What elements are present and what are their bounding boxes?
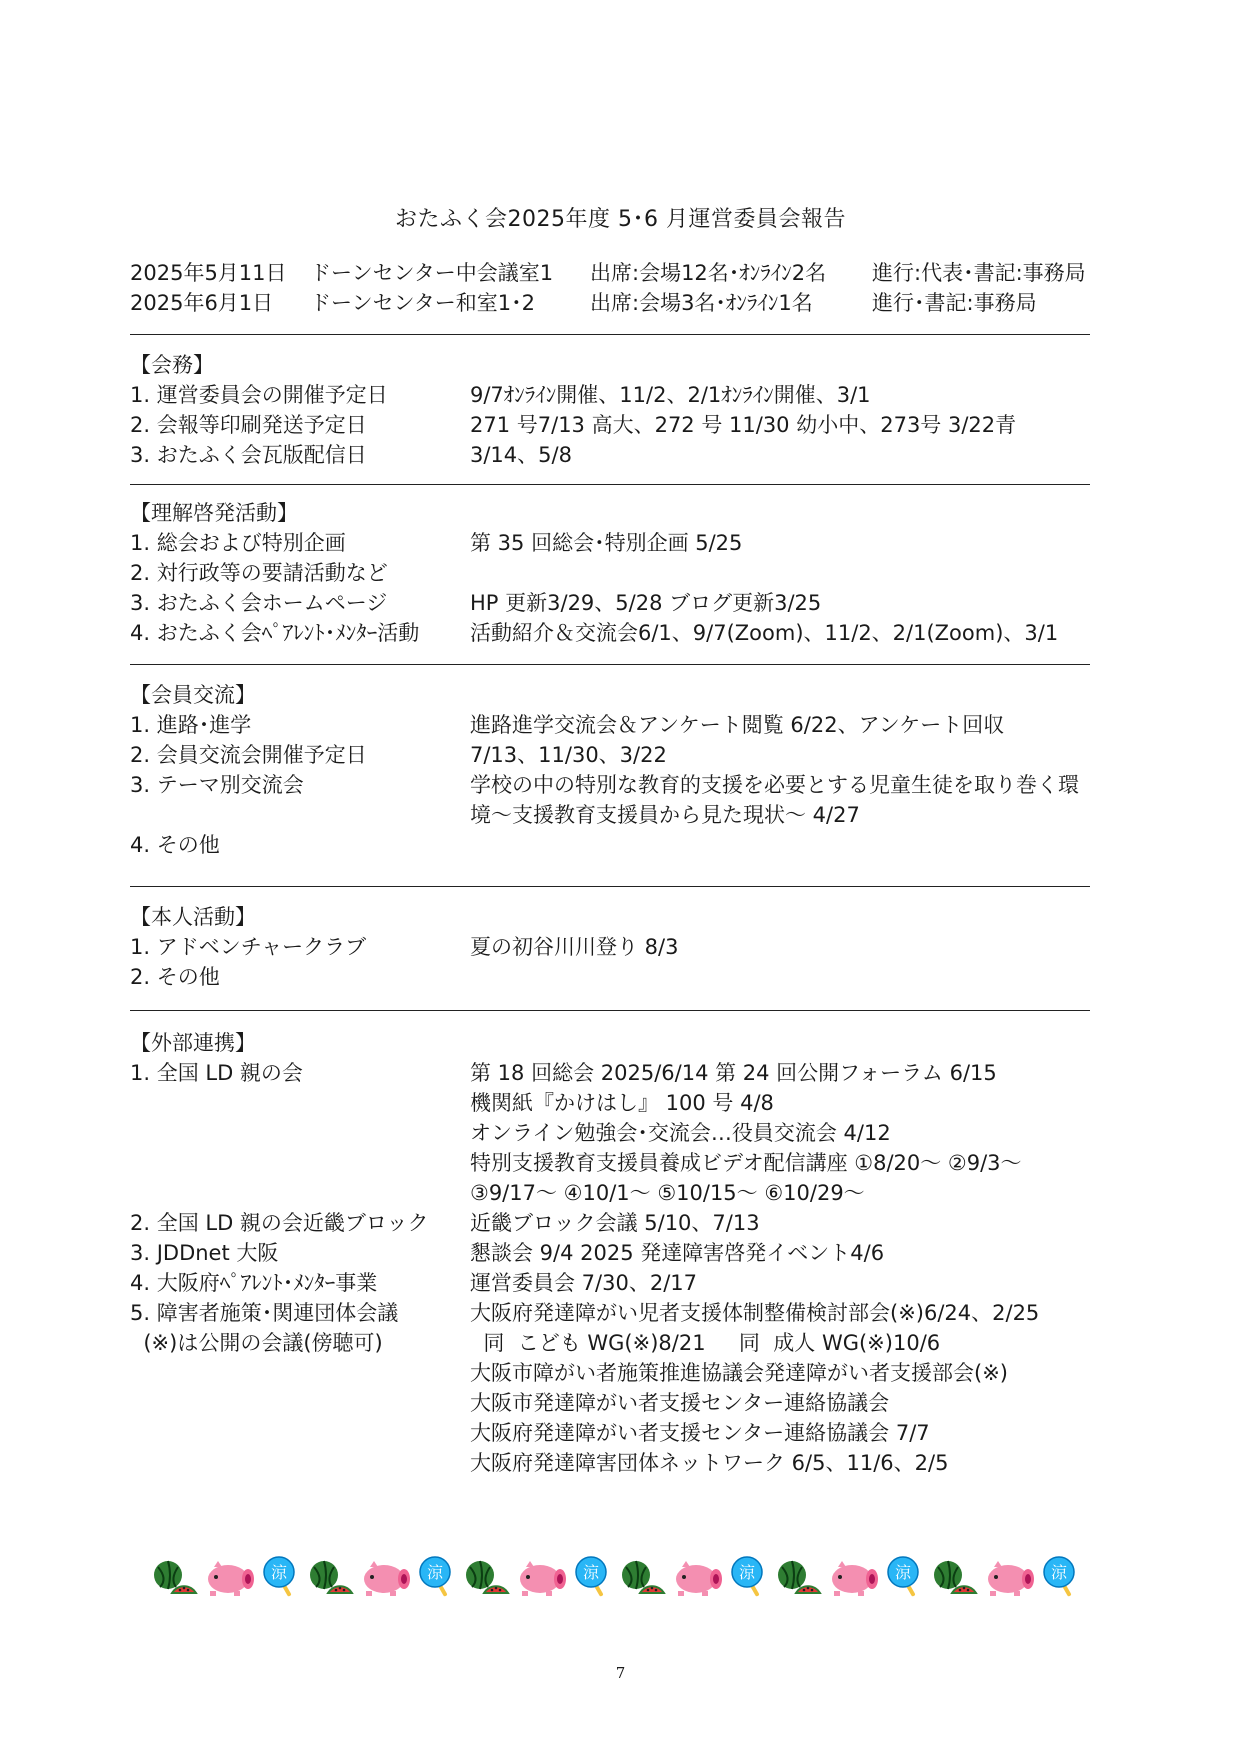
item-value-line: 大阪府発達障がい児者支援体制整備検討部会(※)6/24、2/25 [470,1301,1040,1325]
list-item [130,740,1120,770]
item-value-line: 特別支援教育支援員養成ビデオ配信講座 ①8/20～ ②9/3～ [470,1151,1022,1175]
svg-text:涼: 涼 [738,1563,756,1582]
item-label: 4. 大阪府ﾍﾟｱﾚﾝﾄ･ﾒﾝﾀｰ事業 [130,1271,378,1295]
list-item [130,558,1120,588]
list-item [130,830,1120,860]
list-item [130,1298,1120,1478]
item-label: 2. 会報等印刷発送予定日 [130,413,367,437]
meeting-info [130,258,1086,318]
section-heading: 【外部連携】 [130,1031,256,1055]
page-title: おたふく会2025年度 5･6 月運営委員会報告 [395,207,846,232]
item-value [470,770,1120,830]
svg-text:涼: 涼 [894,1563,912,1582]
section-member-exchange [130,680,1120,860]
list-item [130,1058,1120,1208]
meeting-row [130,258,1086,288]
meeting-date: 2025年6月1日 [130,291,274,315]
section-heading: 【本人活動】 [130,905,256,929]
meeting-roles: 進行･書記:事務局 [872,291,1037,315]
list-item [130,1208,1120,1238]
meeting-place: ドーンセンター中会議室1 [310,261,554,285]
item-label: 4. おたふく会ﾍﾟｱﾚﾝﾄ･ﾒﾝﾀｰ活動 [130,621,420,645]
item-label-line: 5. 障害者施策･関連団体会議 [130,1301,399,1325]
list-item [130,618,1120,648]
list-item [130,962,1120,992]
item-value-line: 懇談会 9/4 2025 発達障害啓発イベント4/6 [470,1241,885,1265]
section-kaimu [130,350,1120,470]
watermelon-icon [464,1557,510,1601]
item-label: 1. 全国 LD 親の会 [130,1061,303,1085]
item-value-line: 大阪府発達障害団体ネットワーク 6/5、11/6、2/5 [470,1451,949,1475]
list-item [130,588,1120,618]
list-item [130,380,1120,410]
divider [130,484,1090,485]
item-value-line: 9/7ｵﾝﾗｲﾝ開催、11/2、2/1ｵﾝﾗｲﾝ開催、3/1 [470,383,871,407]
item-value-line: 271 号7/13 高大、272 号 11/30 幼小中、273号 3/22青 [470,413,1017,437]
svg-text:涼: 涼 [1050,1563,1068,1582]
item-label: 3. テーマ別交流会 [130,773,304,797]
mosquito-coil-pig-icon [984,1557,1036,1601]
summer-decoration-border [152,1555,1082,1603]
section-heading: 【会員交流】 [130,683,256,707]
svg-text:涼: 涼 [582,1563,600,1582]
item-value [470,440,1120,470]
list-item [130,410,1120,440]
item-value-line: 夏の初谷川川登り 8/3 [470,935,679,959]
list-item [130,1268,1120,1298]
uchiwa-fan-icon [730,1555,770,1603]
section-heading: 【理解啓発活動】 [130,501,298,525]
meeting-date: 2025年5月11日 [130,261,287,285]
item-value [470,710,1120,740]
item-value [470,962,1120,992]
item-value [470,1298,1120,1478]
list-item [130,528,1120,558]
item-label [130,1298,470,1478]
item-value-line: 大阪府発達障がい者支援センター連絡協議会 7/7 [470,1421,930,1445]
item-label: 2. 全国 LD 親の会近畿ブロック [130,1211,429,1235]
item-label: 3. JDDnet 大阪 [130,1241,279,1265]
item-label: 1. 運営委員会の開催予定日 [130,383,388,407]
item-value [470,558,1120,588]
item-label: 1. 総会および特別企画 [130,531,346,555]
watermelon-icon [620,1557,666,1601]
item-value [470,1238,1120,1268]
item-value-line: HP 更新3/29、5/28 ブログ更新3/25 [470,591,822,615]
section-external [130,1028,1120,1478]
svg-text:涼: 涼 [270,1563,288,1582]
mosquito-coil-pig-icon [672,1557,724,1601]
mosquito-coil-pig-icon [360,1557,412,1601]
watermelon-icon [776,1557,822,1601]
mosquito-coil-pig-icon [204,1557,256,1601]
list-item [130,932,1120,962]
item-value [470,740,1120,770]
item-value-line: 進路進学交流会＆アンケート閲覧 6/22、アンケート回収 [470,713,1005,737]
item-value-line: 活動紹介＆交流会6/1、9/7(Zoom)、11/2、2/1(Zoom)、3/1 [470,621,1059,645]
uchiwa-fan-icon [574,1555,614,1603]
item-label: 1. 進路･進学 [130,713,252,737]
item-value-line: 学校の中の特別な教育的支援を必要とする児童生徒を取り巻く環 [470,773,1079,797]
watermelon-icon [308,1557,354,1601]
meeting-attendance: 出席:会場3名･ｵﾝﾗｲﾝ1名 [590,291,813,315]
item-label: 4. その他 [130,833,220,857]
item-value [470,1268,1120,1298]
item-value-line: 7/13、11/30、3/22 [470,743,667,767]
mosquito-coil-pig-icon [516,1557,568,1601]
item-value-line: 近畿ブロック会議 5/10、7/13 [470,1211,760,1235]
uchiwa-fan-icon [418,1555,458,1603]
item-value-line: 同 こども WG(※)8/21 同 成人 WG(※)10/6 [470,1331,941,1355]
list-item [130,710,1120,740]
item-value-line: 第 18 回総会 2025/6/14 第 24 回公開フォーラム 6/15 [470,1061,997,1085]
item-label: 2. 会員交流会開催予定日 [130,743,367,767]
item-value [470,410,1120,440]
meeting-roles: 進行:代表･書記:事務局 [872,261,1086,285]
uchiwa-fan-icon [886,1555,926,1603]
page-number: 7 [615,1664,626,1682]
divider [130,664,1090,665]
uchiwa-fan-icon [1042,1555,1082,1603]
item-label: 1. アドベンチャークラブ [130,935,367,959]
item-value [470,380,1120,410]
item-value-line: ③9/17～ ④10/1～ ⑤10/15～ ⑥10/29～ [470,1181,865,1205]
section-self-activity [130,902,1120,992]
meeting-attendance: 出席:会場12名･ｵﾝﾗｲﾝ2名 [590,261,827,285]
item-value-line: 大阪市障がい者施策推進協議会発達障がい者支援部会(※) [470,1361,1008,1385]
item-value-line: オンライン勉強会･交流会…役員交流会 4/12 [470,1121,891,1145]
divider [130,334,1090,335]
item-value [470,528,1120,558]
uchiwa-fan-icon [262,1555,302,1603]
watermelon-icon [152,1557,198,1601]
item-value-line: 大阪市発達障がい者支援センター連絡協議会 [470,1391,890,1415]
watermelon-icon [932,1557,978,1601]
item-label: 2. 対行政等の要請活動など [130,561,388,585]
item-value [470,588,1120,618]
list-item [130,770,1120,830]
section-awareness [130,498,1120,648]
item-value-line: 第 35 回総会･特別企画 5/25 [470,531,743,555]
mosquito-coil-pig-icon [828,1557,880,1601]
item-value [470,1058,1120,1208]
item-value [470,1208,1120,1238]
divider [130,886,1090,887]
item-label-note: (※)は公開の会議(傍聴可) [130,1331,383,1355]
list-item [130,1238,1120,1268]
divider [130,1010,1090,1011]
item-value-line: 境～支援教育支援員から見た現状～ 4/27 [470,803,860,827]
item-value-line: 運営委員会 7/30、2/17 [470,1271,697,1295]
item-value-line: 3/14、5/8 [470,443,572,467]
list-item [130,440,1120,470]
item-label: 3. おたふく会瓦版配信日 [130,443,367,467]
item-value [470,932,1120,962]
item-label: 3. おたふく会ホームページ [130,591,388,615]
section-heading: 【会務】 [130,353,214,377]
item-value [470,830,1120,860]
meeting-place: ドーンセンター和室1･2 [310,291,535,315]
svg-text:涼: 涼 [426,1563,444,1582]
meeting-row [130,288,1086,318]
item-value [470,618,1120,648]
item-value-line: 機関紙『かけはし』 100 号 4/8 [470,1091,774,1115]
item-label: 2. その他 [130,965,220,989]
